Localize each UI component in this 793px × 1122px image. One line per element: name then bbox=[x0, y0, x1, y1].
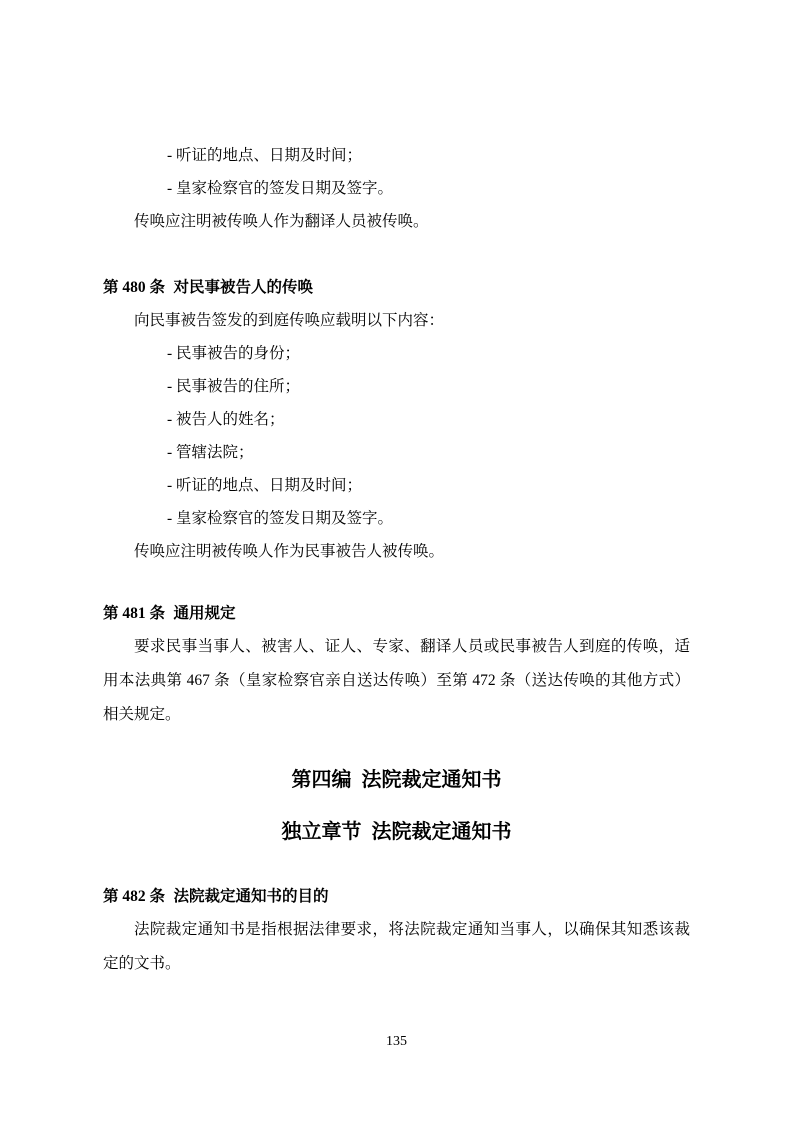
list-item: - 民事被告的住所； bbox=[167, 378, 301, 395]
list-item: - 听证的地点、日期及时间； bbox=[167, 147, 363, 164]
document-content bbox=[103, 139, 690, 981]
article-number: 第 480 条 bbox=[103, 279, 166, 296]
article-title: 对民事被告人的传唤 bbox=[173, 279, 314, 296]
page-number: 135 bbox=[386, 1034, 407, 1049]
article-481-body: 要求民事当事人、被害人、证人、专家、翻译人员或民事被告人到庭的传唤，适用本法典第 467 条（皇家检察官亲自送达传唤）至第 472 条（送达传唤的其他方式）相关规定。 bbox=[103, 638, 690, 723]
article-number: 第 482 条 bbox=[103, 888, 166, 905]
list-item: - 被告人的姓名； bbox=[167, 411, 285, 428]
chapter-heading bbox=[103, 812, 690, 852]
list-item: - 听证的地点、日期及时间； bbox=[167, 477, 363, 494]
article-480-intro: 向民事被告签发的到庭传唤应载明以下内容： bbox=[134, 312, 445, 329]
part-heading bbox=[103, 760, 690, 800]
article-480-note: 传唤应注明被传唤人作为民事被告人被传唤。 bbox=[134, 543, 445, 560]
chapter-number: 独立章节 bbox=[281, 821, 362, 843]
article-number: 第 481 条 bbox=[103, 605, 166, 622]
article-482-body: 法院裁定通知书是指根据法律要求，将法院裁定通知当事人，以确保其知悉该裁定的文书。 bbox=[103, 921, 690, 972]
article-481-heading bbox=[103, 597, 690, 630]
chapter-title: 法院裁定通知书 bbox=[371, 821, 512, 843]
list-item: - 皇家检察官的签发日期及签字。 bbox=[167, 180, 394, 197]
article-480-heading bbox=[103, 271, 690, 304]
list-item: - 管辖法院； bbox=[167, 444, 254, 461]
article-title: 通用规定 bbox=[173, 605, 236, 622]
article-482-heading bbox=[103, 880, 690, 913]
part-number: 第四编 bbox=[291, 769, 352, 791]
part-title: 法院裁定通知书 bbox=[361, 769, 502, 791]
list-item: - 皇家检察官的签发日期及签字。 bbox=[167, 510, 394, 527]
list-item: - 民事被告的身份； bbox=[167, 345, 301, 362]
article-title: 法院裁定通知书的目的 bbox=[173, 888, 329, 905]
paragraph-note: 传唤应注明被传唤人作为翻译人员被传唤。 bbox=[134, 213, 429, 230]
